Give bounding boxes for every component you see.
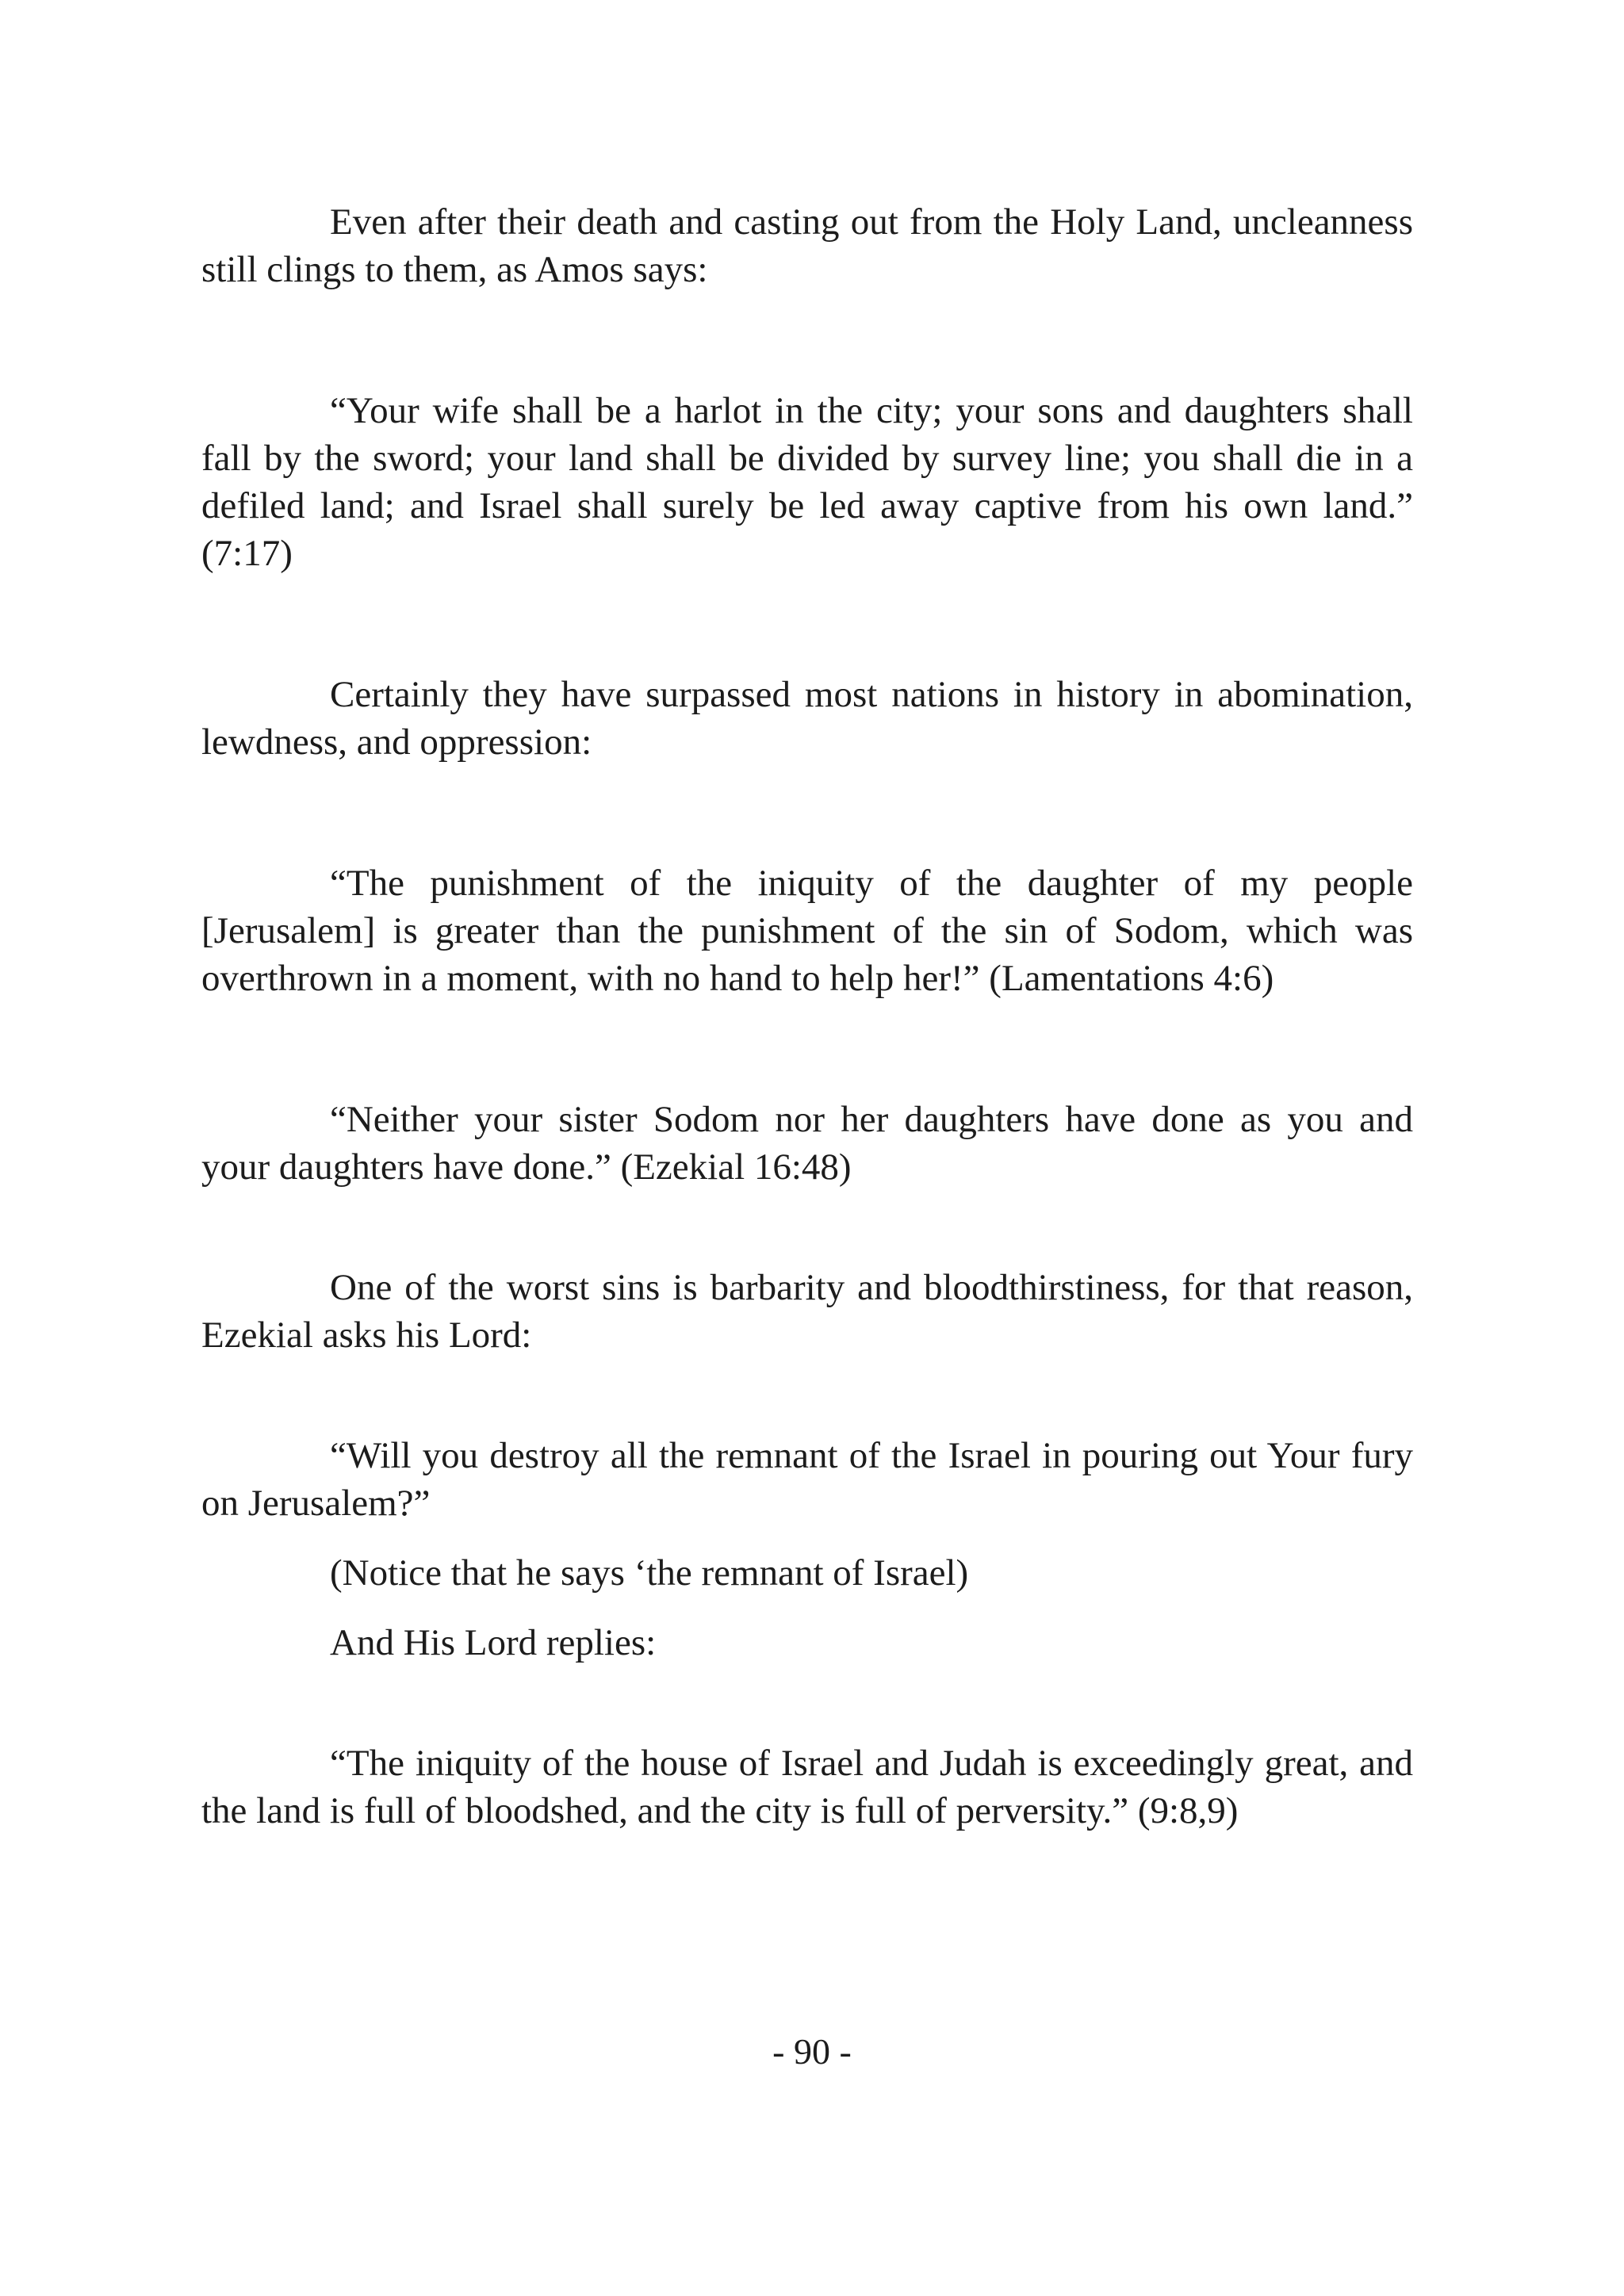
quote-ezekial-sodom: “Neither your sister Sodom nor her daughters have done as you and your daughters have done.” (Ezekial 16:48) bbox=[201, 1099, 1413, 1188]
paragraph-surpassed-nations: Certainly they have surpassed most nations in history in abomination, lewdness, and oppression: bbox=[201, 674, 1413, 763]
quote-ezekial-question: “Will you destroy all the remnant of the Israel in pouring out Your fury on Jerusalem?” bbox=[201, 1435, 1413, 1524]
note-remnant: (Notice that he says ‘the remnant of Israel) bbox=[330, 1552, 969, 1594]
quote-amos: “Your wife shall be a harlot in the city; your sons and daughters shall fall by the sword; your land shall be divided by survey line; you shall die in a defiled land; and Israel shall surely be led away captive from his own land.” (7:17) bbox=[201, 390, 1413, 574]
quote-lamentations: “The punishment of the iniquity of the daughter of my people [Jerusalem] is greater than the punishment of the sin of Sodom, which was overthrown in a moment, with no hand to help her!” (Lamentations 4:6) bbox=[201, 863, 1413, 999]
page-number: - 90 - bbox=[772, 2031, 852, 2072]
paragraph-lord-replies: And His Lord replies: bbox=[330, 1622, 657, 1663]
paragraph-worst-sins: One of the worst sins is barbarity and bloodthirstiness, for that reason, Ezekial asks his Lord: bbox=[201, 1267, 1413, 1356]
paragraph-amos-intro: Even after their death and casting out from the Holy Land, uncleanness still clings to them, as Amos says: bbox=[201, 201, 1413, 290]
quote-lord-reply: “The iniquity of the house of Israel and Judah is exceedingly great, and the land is full of bloodshed, and the city is full of perversity.” (9:8,9) bbox=[201, 1743, 1413, 1831]
document-page bbox=[201, 198, 1413, 1835]
